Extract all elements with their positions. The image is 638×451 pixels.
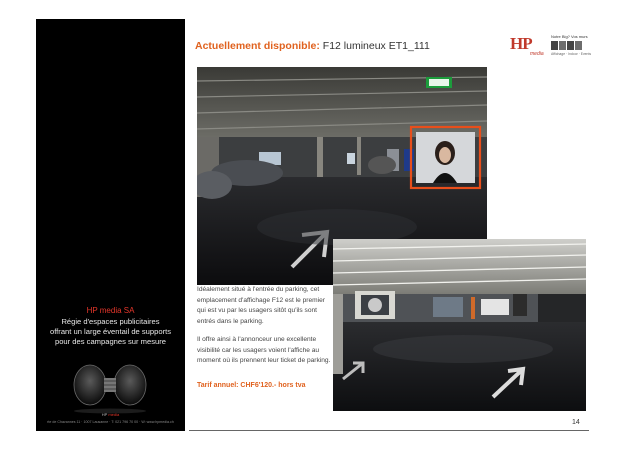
- page-title: [195, 40, 430, 52]
- brand-sub: media: [530, 51, 544, 57]
- sidebar-address: rte de Chavannes 11 · 1007 Lausanne · T: 021 796 70 00 · W: www.hpmedia.ch: [47, 420, 174, 424]
- sidebar-hp-suffix: media: [107, 412, 120, 417]
- sidebar-hp-media-label: [36, 412, 185, 417]
- brand-tagline: Affichage · Indoor · Events: [551, 52, 592, 56]
- brand-slogan: Notre Big? Vos murs: [551, 34, 588, 39]
- sidebar-panel: [36, 19, 185, 431]
- description-paragraph-2: Il offre ainsi à l'annonceur une excellente visibilité car les usagers voient l'affiche au moment où ils prennent leur ticket de parking.: [197, 336, 331, 364]
- sidebar-tagline-line-3: pour des campagnes sur mesure: [54, 337, 166, 346]
- page-number: 14: [572, 419, 580, 426]
- sidebar-company-name: HP media SA: [86, 306, 135, 315]
- brand-name: HP: [510, 34, 532, 53]
- sidebar-tagline-line-1: Régie d'espaces publicitaires: [61, 317, 160, 326]
- sidebar-tagline-line-2: offrant un large éventail de supports: [49, 327, 172, 336]
- brand-logo: [510, 34, 592, 62]
- title-value: F12 lumineux ET1_111: [322, 40, 430, 52]
- sidebar-hp-prefix: HP: [101, 412, 108, 417]
- brand-tiles-image: [551, 41, 582, 50]
- footer-divider: [189, 430, 589, 431]
- parking-photo-interior: [333, 239, 586, 411]
- sidebar-bulb-logo-image: [70, 359, 150, 415]
- title-label: Actuellement disponible:: [195, 40, 320, 52]
- description-text: [197, 285, 332, 375]
- tarif-text: Tarif annuel: CHF6'120.- hors tva: [197, 382, 306, 389]
- description-paragraph-1: Idéalement situé à l'entrée du parking, cet emplacement d'affichage F12 est le premier qui est vu par les usagers sitôt qu'ils sont entrés dans le parking.: [197, 286, 325, 325]
